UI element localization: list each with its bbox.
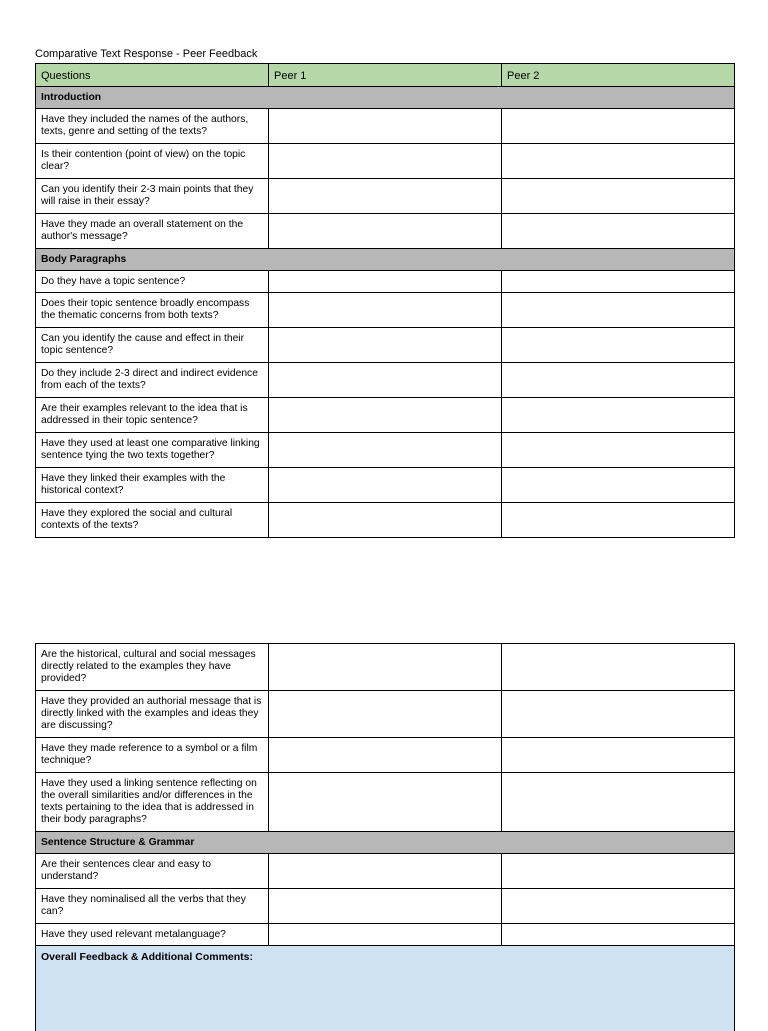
document-title: Comparative Text Response - Peer Feedback bbox=[35, 48, 257, 61]
question-text: Have they linked their examples with the historical context? bbox=[36, 468, 269, 503]
peer-2-response-cell[interactable] bbox=[502, 433, 735, 468]
question-row bbox=[36, 398, 735, 433]
peer-1-response-cell[interactable] bbox=[269, 773, 502, 832]
peer-1-response-cell[interactable] bbox=[269, 109, 502, 144]
peer-2-response-cell[interactable] bbox=[502, 293, 735, 328]
peer-2-response-cell[interactable] bbox=[502, 854, 735, 889]
overall-feedback-label: Overall Feedback & Additional Comments: bbox=[41, 951, 253, 963]
peer-2-response-cell[interactable] bbox=[502, 179, 735, 214]
question-text: Can you identify their 2-3 main points that they will raise in their essay? bbox=[36, 179, 269, 214]
peer-2-column-header: Peer 2 bbox=[502, 64, 735, 87]
question-text: Have they made reference to a symbol or a film technique? bbox=[36, 738, 269, 773]
peer-2-response-cell[interactable] bbox=[502, 644, 735, 691]
question-text: Can you identify the cause and effect in their topic sentence? bbox=[36, 328, 269, 363]
question-row bbox=[36, 468, 735, 503]
peer-1-response-cell[interactable] bbox=[269, 738, 502, 773]
questions-column-header: Questions bbox=[36, 64, 269, 87]
question-row bbox=[36, 773, 735, 832]
question-row bbox=[36, 889, 735, 924]
peer-1-column-header: Peer 1 bbox=[269, 64, 502, 87]
question-text: Have they nominalised all the verbs that they can? bbox=[36, 889, 269, 924]
peer-2-response-cell[interactable] bbox=[502, 468, 735, 503]
question-text: Do they have a topic sentence? bbox=[36, 271, 269, 293]
question-text: Is their contention (point of view) on the topic clear? bbox=[36, 144, 269, 179]
peer-2-response-cell[interactable] bbox=[502, 738, 735, 773]
section-row-body-paragraphs bbox=[36, 249, 735, 271]
peer-1-response-cell[interactable] bbox=[269, 398, 502, 433]
peer-1-response-cell[interactable] bbox=[269, 363, 502, 398]
question-row bbox=[36, 179, 735, 214]
peer-1-response-cell[interactable] bbox=[269, 328, 502, 363]
question-row bbox=[36, 328, 735, 363]
question-text: Do they include 2-3 direct and indirect evidence from each of the texts? bbox=[36, 363, 269, 398]
question-text: Have they used a linking sentence reflecting on the overall similarities and/or differences in the texts pertaining to the idea that is addressed in their body paragraphs? bbox=[36, 773, 269, 832]
peer-2-response-cell[interactable] bbox=[502, 691, 735, 738]
peer-2-response-cell[interactable] bbox=[502, 889, 735, 924]
section-heading-introduction: Introduction bbox=[36, 87, 735, 109]
question-row bbox=[36, 144, 735, 179]
section-row-sentence-structure bbox=[36, 832, 735, 854]
question-text: Have they made an overall statement on the author's message? bbox=[36, 214, 269, 249]
question-row bbox=[36, 109, 735, 144]
peer-2-response-cell[interactable] bbox=[502, 214, 735, 249]
question-text: Have they provided an authorial message that is directly linked with the examples and ideas they are discussing? bbox=[36, 691, 269, 738]
peer-2-response-cell[interactable] bbox=[502, 924, 735, 946]
peer-1-response-cell[interactable] bbox=[269, 924, 502, 946]
peer-1-response-cell[interactable] bbox=[269, 644, 502, 691]
section-heading-sentence-structure: Sentence Structure & Grammar bbox=[36, 832, 735, 854]
peer-1-response-cell[interactable] bbox=[269, 691, 502, 738]
question-row bbox=[36, 738, 735, 773]
peer-2-response-cell[interactable] bbox=[502, 773, 735, 832]
question-text: Have they explored the social and cultural contexts of the texts? bbox=[36, 503, 269, 538]
question-row bbox=[36, 924, 735, 946]
overall-feedback-row bbox=[36, 946, 735, 1031]
question-row bbox=[36, 293, 735, 328]
section-row-introduction bbox=[36, 87, 735, 109]
question-row bbox=[36, 214, 735, 249]
peer-1-response-cell[interactable] bbox=[269, 503, 502, 538]
peer-2-response-cell[interactable] bbox=[502, 109, 735, 144]
question-text: Are their sentences clear and easy to understand? bbox=[36, 854, 269, 889]
peer-2-response-cell[interactable] bbox=[502, 144, 735, 179]
peer-2-response-cell[interactable] bbox=[502, 363, 735, 398]
peer-2-response-cell[interactable] bbox=[502, 328, 735, 363]
question-text: Does their topic sentence broadly encompass the thematic concerns from both texts? bbox=[36, 293, 269, 328]
question-row bbox=[36, 854, 735, 889]
section-heading-body-paragraphs: Body Paragraphs bbox=[36, 249, 735, 271]
question-text: Have they used at least one comparative linking sentence tying the two texts together? bbox=[36, 433, 269, 468]
overall-feedback-box[interactable] bbox=[36, 946, 735, 1031]
feedback-table-page-2 bbox=[35, 643, 735, 1031]
peer-1-response-cell[interactable] bbox=[269, 271, 502, 293]
peer-1-response-cell[interactable] bbox=[269, 854, 502, 889]
question-row bbox=[36, 691, 735, 738]
peer-2-response-cell[interactable] bbox=[502, 398, 735, 433]
question-row bbox=[36, 644, 735, 691]
question-row bbox=[36, 363, 735, 398]
question-row bbox=[36, 503, 735, 538]
question-text: Are the historical, cultural and social messages directly related to the examples they have provided? bbox=[36, 644, 269, 691]
question-row bbox=[36, 433, 735, 468]
peer-1-response-cell[interactable] bbox=[269, 179, 502, 214]
question-row bbox=[36, 271, 735, 293]
question-text: Have they used relevant metalanguage? bbox=[36, 924, 269, 946]
feedback-table-page-1 bbox=[35, 63, 735, 538]
peer-1-response-cell[interactable] bbox=[269, 889, 502, 924]
peer-2-response-cell[interactable] bbox=[502, 503, 735, 538]
peer-2-response-cell[interactable] bbox=[502, 271, 735, 293]
peer-1-response-cell[interactable] bbox=[269, 433, 502, 468]
peer-1-response-cell[interactable] bbox=[269, 468, 502, 503]
question-text: Have they included the names of the authors, texts, genre and setting of the texts? bbox=[36, 109, 269, 144]
peer-1-response-cell[interactable] bbox=[269, 293, 502, 328]
table-header-row bbox=[36, 64, 735, 87]
question-text: Are their examples relevant to the idea that is addressed in their topic sentence? bbox=[36, 398, 269, 433]
peer-1-response-cell[interactable] bbox=[269, 144, 502, 179]
peer-1-response-cell[interactable] bbox=[269, 214, 502, 249]
